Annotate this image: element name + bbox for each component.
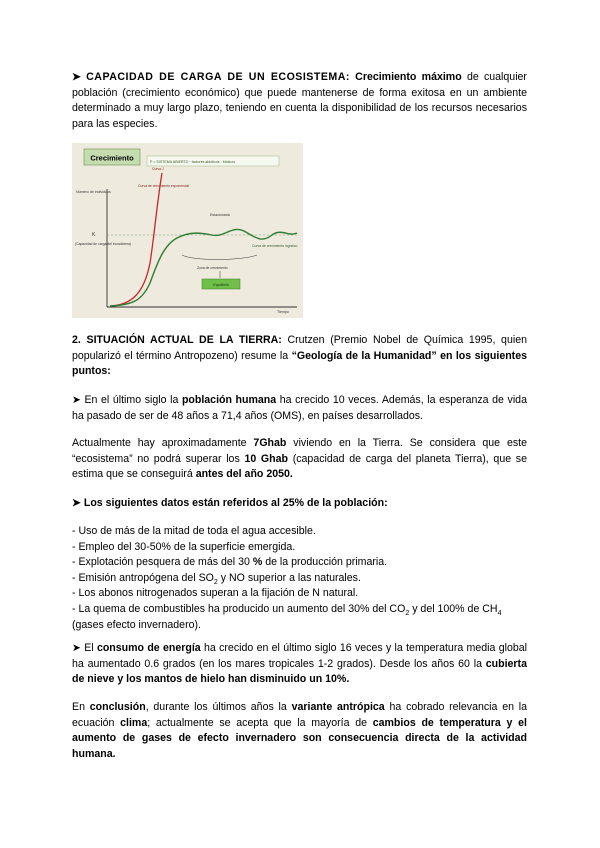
logistic-label: Curva de crecimiento logístico xyxy=(252,244,298,248)
y-axis-label: Número de individuos xyxy=(76,190,111,194)
k-label: K xyxy=(92,232,96,238)
population-paragraph xyxy=(72,393,527,424)
ghab-bold3: antes del año 2050. xyxy=(195,468,293,481)
range-bracket xyxy=(182,255,257,260)
equilibrium-label: Equilibrio xyxy=(213,283,229,287)
data-25-text: Los siguientes datos están referidos al 25% de la población: xyxy=(83,497,388,509)
list-item: - La quema de combustibles ha producido un aumento del 30% del $CO_2$ y del 100% de $CH_4$ (gases efecto invernadero). xyxy=(72,602,502,631)
x-axis-label: Tiempo xyxy=(277,310,289,314)
section2-text: Crutzen (Premio Nobel de Química 1995, quien popularizó el término Antropozeno) resume la xyxy=(72,334,527,362)
data-25-heading xyxy=(72,496,527,512)
stable-label: Estacionaria xyxy=(210,213,230,217)
arrow-bullet: ➤ xyxy=(72,642,81,654)
energy-bold2: cubierta de nieve y los mantos de hielo han disminuido un 10%. xyxy=(72,657,527,686)
ghab-bold2: 10 Ghab xyxy=(244,452,289,465)
list-item: - Empleo del 30-50% de la superficie emergida. xyxy=(72,540,296,553)
conclusion-mid2: ha cobrado relevancia en la ecuación xyxy=(72,701,528,729)
arrow-bullet: ➤ xyxy=(72,497,81,509)
exponential-label: Curva de crecimiento exponencial xyxy=(138,184,190,188)
conclusion-bold4: cambios de temperatura y el aumento de gases de efecto invernadero son consecuencia directa de la actividad humana. xyxy=(72,716,527,760)
energy-mid: ha crecido en el último siglo 16 veces y la temperatura media global ha aumentado 0.6 grados (en los mares tropicales 1-2 grados). Desde los años 60 la xyxy=(72,642,527,670)
section2-paragraph xyxy=(72,333,527,380)
ghab-mid2: (capacidad de carga del planeta Tierra), que se estima que se conseguirá xyxy=(72,452,527,481)
exponential-curve xyxy=(110,173,162,306)
section2-heading: 2. SITUACIÓN ACTUAL DE LA TIERRA: xyxy=(72,334,282,346)
conclusion-paragraph xyxy=(72,700,527,762)
range-label: Zona de crecimiento xyxy=(197,266,228,270)
list-item: - Los abonos nitrogenados superan a la fijación de N natural. xyxy=(72,587,359,600)
data-list xyxy=(72,524,527,633)
conclusion-pre: En xyxy=(72,701,85,713)
ghab-mid: viviendo en la Tierra. Se considera que este “ecosistema” no podrá superar los xyxy=(72,437,527,465)
population-post: ha crecido 10 veces. Además, la esperanza de vida ha pasado de ser de 48 años a 71,4 años (OMS), en países desarrollados. xyxy=(72,394,527,422)
ghab-paragraph xyxy=(72,436,527,483)
chart-title: Crecimiento xyxy=(90,153,134,163)
conclusion-mid3: ; actualmente se acepta que la mayoría de xyxy=(147,716,367,729)
conclusion-bold2: variante antrópica xyxy=(291,701,385,713)
capacity-text: de cualquier población (crecimiento económico) que puede mantenerse de forma exitosa en un ambiente determinado a muy largo plazo, teniendo en cuenta la disponibilidad de los recursos necesarios para las especies. xyxy=(72,71,527,130)
conclusion-mid1: , durante los últimos años la xyxy=(145,701,287,713)
arrow-bullet: ➤ xyxy=(72,394,81,406)
energy-pre: El xyxy=(84,642,94,654)
section2-quote: “Geología de la Humanidad” en los siguientes puntos: xyxy=(72,349,527,378)
population-bold: población humana xyxy=(181,394,277,406)
conclusion-bold3: clima xyxy=(120,716,148,729)
capacity-bold-term: Crecimiento máximo xyxy=(355,71,462,83)
k-description: (Capacidad de carga del ecosistema) xyxy=(75,242,132,246)
capacity-heading: CAPACIDAD DE CARGA DE UN ECOSISTEMA: xyxy=(86,71,350,83)
population-pre: En el último siglo la xyxy=(84,394,179,406)
energy-paragraph xyxy=(72,641,527,688)
growth-chart xyxy=(72,143,303,318)
list-item: - Explotación pesquera de más del 30 % de la producción primaria. xyxy=(72,556,388,569)
list-item: - Emisión antropógena del $SO_2$ y NO superior a las naturales. xyxy=(72,571,361,586)
curve-j-label: Curva J xyxy=(152,167,164,171)
conclusion-bold1: conclusión xyxy=(89,701,146,713)
capacity-paragraph xyxy=(72,70,527,132)
growth-chart-figure xyxy=(72,143,303,318)
energy-bold1: consumo de energía xyxy=(96,642,201,654)
ghab-bold1: 7Ghab xyxy=(253,437,287,449)
list-item: - Uso de más de la mitad de toda el agua accesible. xyxy=(72,525,316,537)
ghab-pre: Actualmente hay aproximadamente xyxy=(72,437,247,449)
arrow-bullet: ➤ xyxy=(72,71,81,83)
legend-text: P = SISTEMA ABIERTO · factores abióticos · bióticos xyxy=(150,160,235,164)
